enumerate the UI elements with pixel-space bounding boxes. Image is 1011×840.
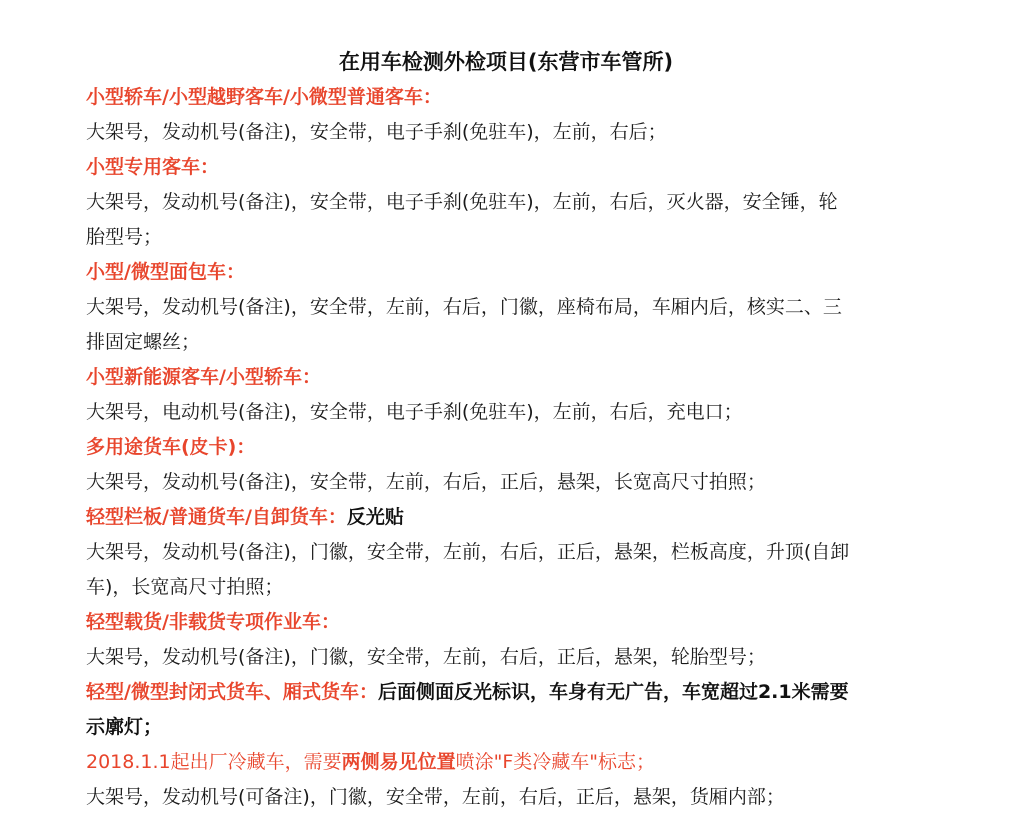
section-line: 大架号，发动机号(可备注)，门徽，安全带，左前，右后，正后，悬架，货厢内部； [86,786,785,808]
section-note-continued: 示廓灯； [86,716,163,738]
section-line: 大架号，电动机号(备注)，安全带，电子手刹(免驻车)，左前，右后，充电口； [86,401,743,423]
section-line: 车)，长宽高尺寸拍照； [86,576,284,598]
section-heading: 小型专用客车： [86,156,220,178]
refrigerated-notice-emphasis: 两侧易见位置 [341,751,456,773]
section-line: 大架号，发动机号(备注)，安全带，电子手刹(免驻车)，左前，右后，灭火器，安全锤，轮 [86,191,838,213]
refrigerated-notice-prefix: 2018.1.1起出厂冷藏车，需要 [86,751,342,773]
section-line: 大架号，发动机号(备注)，门徽，安全带，左前，右后，正后，悬架，栏板高度，升顶(自卸 [86,541,850,563]
section-line: 大架号，发动机号(备注)，安全带，左前，右后，门徽，座椅布局，车厢内后，核实二、三 [86,296,842,318]
section-heading-text: 轻型/微型封闭式货车、厢式货车： [86,681,378,703]
section-line: 大架号，发动机号(备注)，安全带，电子手刹(免驻车)，左前，右后； [86,121,667,143]
section-heading: 小型新能源客车/小型轿车： [86,366,321,388]
section-note: 后面侧面反光标识，车身有无广告，车宽超过2.1米需要 [377,681,849,703]
document-page [86,44,926,815]
page-title: 在用车检测外检项目(东营市车管所) [338,50,674,74]
refrigerated-notice [86,745,926,780]
section-heading: 小型/微型面包车： [86,261,245,283]
section-note: 反光贴 [346,506,404,528]
section-line: 大架号，发动机号(备注)，安全带，左前，右后，正后，悬架，长宽高尺寸拍照； [86,471,766,493]
section-heading: 轻型载货/非载货专项作业车： [86,611,340,633]
section-heading: 小型轿车/小型越野客车/小微型普通客车： [86,86,442,108]
section-heading-with-note [86,675,926,710]
section-heading-text: 轻型栏板/普通货车/自卸货车： [86,506,347,528]
section-line: 胎型号； [86,226,163,248]
refrigerated-notice-suffix: 喷涂"F类冷藏车"标志； [455,751,656,773]
section-heading: 多用途货车(皮卡)： [86,436,256,458]
section-heading-with-note [86,500,926,535]
section-line: 大架号，发动机号(备注)，门徽，安全带，左前，右后，正后，悬架，轮胎型号； [86,646,766,668]
section-line: 排固定螺丝； [86,331,201,353]
